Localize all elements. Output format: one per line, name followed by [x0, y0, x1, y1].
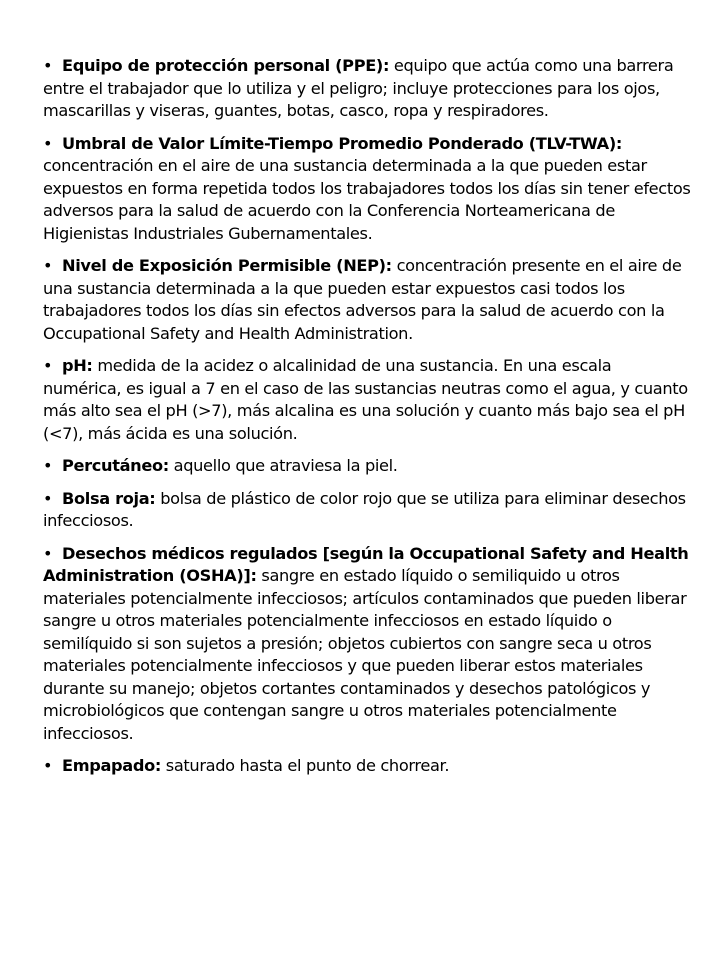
entry-term: pH: — [62, 356, 93, 375]
bullet-icon: • — [43, 256, 53, 275]
entry-definition: sangre en estado líquido o semiliquido u otros materiales potencialmente infecciosos; artículos contaminados que pueden liberar sangre u otros materiales potencialmente infecciosos en estado líquido o semilíquido si son sujetos a presión; objetos cubiertos con sangre seca u otros materiales potencialmente infecciosos y que pueden liberar estos materiales durante su manejo; objetos cortantes contaminados y desechos patológicos y microbiológicos que contengan sangre u otros materiales potencialmente infecciosos. — [43, 566, 687, 743]
glossary-entry-nep — [43, 255, 693, 345]
glossary-entry-ph — [43, 355, 693, 445]
entry-term: Percutáneo: — [62, 456, 169, 475]
entry-term: Umbral de Valor Límite-Tiempo Promedio Ponderado (TLV-TWA): — [62, 133, 623, 153]
bullet-icon: • — [43, 756, 53, 775]
entry-definition: medida de la acidez o alcalinidad de una sustancia. En una escala numérica, es igual a 7 en el caso de las sustancias neutras como el agua, y cuanto más alto sea el pH (>7), más alcalina es una solución y cuanto más bajo sea el pH (<7), más ácida es una solución. — [43, 356, 688, 443]
glossary-entry-percutaneo — [43, 455, 693, 478]
glossary-entry-bolsa-roja — [43, 488, 693, 533]
entry-definition: saturado hasta el punto de chorrear. — [160, 756, 450, 775]
glossary-entry-tlv-twa — [43, 133, 693, 246]
entry-definition: aquello que atraviesa la piel. — [168, 456, 398, 475]
bullet-icon: • — [43, 356, 53, 375]
entry-definition: equipo que actúa como una barrera entre el trabajador que lo utiliza y el peligro; incluye protecciones para los ojos, mascarillas y viseras, guantes, botas, casco, ropa y respiradores. — [43, 56, 674, 120]
entry-term: Nivel de Exposición Permisible (NEP): — [62, 256, 392, 275]
bullet-icon: • — [43, 488, 53, 508]
bullet-icon: • — [43, 456, 53, 475]
glossary-entry-desechos-medicos — [43, 543, 693, 746]
entry-term: Empapado: — [62, 756, 161, 775]
entry-definition: concentración en el aire de una sustancia determinada a la que pueden estar expuestos en forma repetida todos los trabajadores todos los días sin tener efectos adversos para la salud de acuerdo con la Conferencia Norteamericana de Higienistas Industriales Gubernamentales. — [43, 156, 691, 243]
bullet-icon: • — [43, 543, 53, 563]
glossary-entry-ppe — [43, 55, 693, 123]
entry-term: Equipo de protección personal (PPE): — [62, 56, 390, 75]
bullet-icon: • — [43, 133, 53, 153]
entry-definition: concentración presente en el aire de una sustancia determinada a la que pueden estar expuestos casi todos los trabajadores todos los días sin efectos adversos para la salud de acuerdo con la Occupational Safety and Health Administration. — [43, 256, 682, 343]
entry-term: Bolsa roja: — [62, 488, 156, 508]
glossary-page — [43, 55, 693, 788]
entry-term: Desechos médicos regulados [según la Occupational Safety and Health Administration (OSHA)]: — [43, 543, 689, 585]
glossary-entry-empapado — [43, 755, 693, 778]
bullet-icon: • — [43, 56, 53, 75]
entry-definition: bolsa de plástico de color rojo que se utiliza para eliminar desechos infecciosos. — [43, 488, 686, 530]
